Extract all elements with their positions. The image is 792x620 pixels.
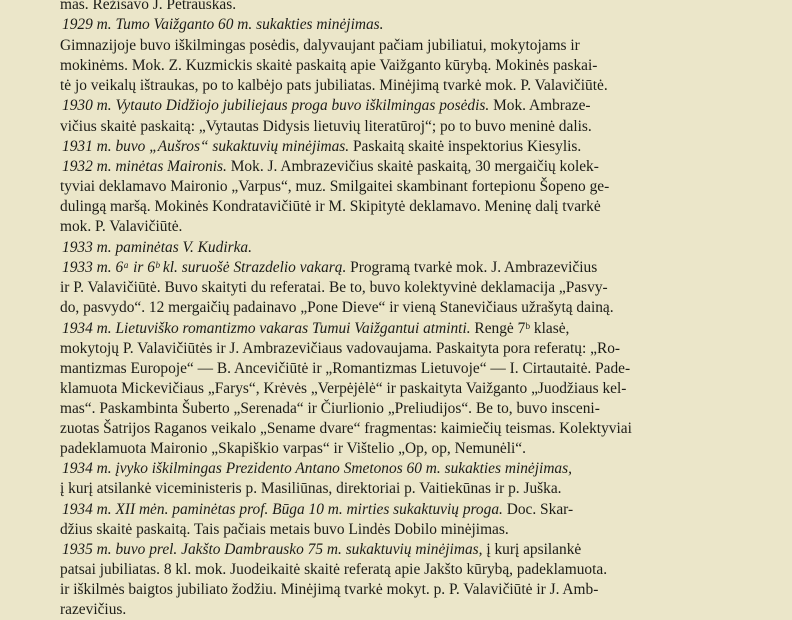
text-line: padeklamuota Maironio „Skapiškio varpas“ ir Vištelio „Op, op, Nemunėli“. <box>60 440 526 457</box>
text-line: mas. Režisavo J. Petrauskas. <box>60 0 237 13</box>
text-line: ir iškilmės baigtos jubiliato žodžiu. Minėjimą tvarkė mokyt. p. P. Valavičiūtė ir J. Amb- <box>60 581 599 598</box>
text-line: 1933 m. 6ᵃ ir 6ᵇ kl. suruošė Strazdelio vakarą. Programą tvarkė mok. J. Ambrazevičius <box>62 259 598 276</box>
text-line: džius skaitė paskaitą. Tais pačiais metais buvo Lindės Dobilo minėjimas. <box>60 521 509 538</box>
text-line: į kurį atsilankė viceministeris p. Masiliūnas, direktoriai p. Vaitiekūnas ir p. Juška. <box>60 480 562 497</box>
text-line: zuotas Šatrijos Raganos veikalo „Sename dvare“ fragmentas: kaimiečių teismas. Kolektyviai <box>60 420 632 437</box>
text-line: mok. P. Valavičiūtė. <box>60 218 183 235</box>
text-line: mokytojų P. Valavičiūtės ir J. Ambrazevičiaus vadovaujama. Paskaityta pora referatų: „Ro- <box>60 340 621 357</box>
text-line: vičius skaitė paskaitą: „Vytautas Didysis lietuvių literatūroj“; po to buvo meninė dalis. <box>60 118 592 135</box>
text-line: patsai jubiliatas. 8 kl. mok. Juodeikaitė skaitė referatą apie Jakšto kūrybą, padeklamuota. <box>60 561 608 578</box>
text-line: razevičius. <box>60 601 127 618</box>
text-line: tyviai deklamavo Maironio „Varpus“, muz. Smilgaitei skambinant fortepionu Šopeno ge- <box>60 178 610 195</box>
text-line: 1931 m. buvo „Aušros“ sukaktuvių minėjimas. Paskaitą skaitė inspektorius Kiesylis. <box>62 138 582 155</box>
text-line: Gimnazijoje buvo iškilmingas posėdis, dalyvaujant pačiam jubiliatui, mokytojams ir <box>60 37 580 54</box>
text-line: mokinėms. Mok. Z. Kuzmickis skaitė paskaitą apie Vaižganto kūrybą. Mokinės paskai- <box>60 57 598 74</box>
text-line: tė jo veikalų ištraukas, po to kalbėjo pats jubiliatas. Minėjimą tvarkė mok. P. Valavičiūtė. <box>60 77 608 94</box>
text-line: 1932 m. minėtas Maironis. Mok. J. Ambrazevičius skaitė paskaitą, 30 mergaičių kolek- <box>62 158 599 175</box>
text-line: klamuota Mickevičiaus „Farys“, Krėvės „Verpėjėlė“ ir paskaityta Vaižganto „Juodžiaus kel- <box>60 380 627 397</box>
text-line: mas“. Paskambinta Šuberto „Serenada“ ir Čiurlionio „Preliudijos“. Be to, buvo insceni- <box>60 400 600 417</box>
text-line: 1934 m. įvyko iškilmingas Prezidento Antano Smetonos 60 m. sukakties minėjimas, <box>62 460 572 477</box>
text-line: ir P. Valavičiūtė. Buvo skaityti du referatai. Be to, buvo kolektyvinė deklamacija „Pasvy- <box>60 279 608 296</box>
section-heading-1929: 1929 m. Tumo Vaižganto 60 m. sukakties minėjimas. <box>62 16 384 33</box>
text-line: dulingą maršą. Mokinės Kondratavičiūtė ir M. Skipitytė deklamavo. Meninę dalį tvarkė <box>60 198 601 215</box>
text-line: 1930 m. Vytauto Didžiojo jubiliejaus proga buvo iškilmingas posėdis. Mok. Ambraze- <box>62 97 591 114</box>
text-line: 1934 m. XII mėn. paminėtas prof. Būga 10 m. mirties sukaktuvių proga. Doc. Skar- <box>62 501 574 518</box>
text-line: do, pasvydo“. 12 mergaičių padainavo „Pone Dieve“ ir vieną Stanevičiaus užrašytą dainą. <box>60 299 614 316</box>
text-line: 1935 m. buvo prel. Jakšto Dambrausko 75 m. sukaktuvių minėjimas, į kurį apsilankė <box>62 541 582 558</box>
text-line: 1934 m. Lietuviško romantizmo vakaras Tumui Vaižgantui atminti. Rengė 7ᵇ klasė, <box>62 320 570 337</box>
text-line: mantizmas Europoje“ — B. Ancevičiūtė ir „Romantizmas Lietuvoje“ — I. Cirtautaitė. Pade- <box>60 360 631 377</box>
section-heading-1933: 1933 m. paminėtas V. Kudirka. <box>62 239 252 256</box>
